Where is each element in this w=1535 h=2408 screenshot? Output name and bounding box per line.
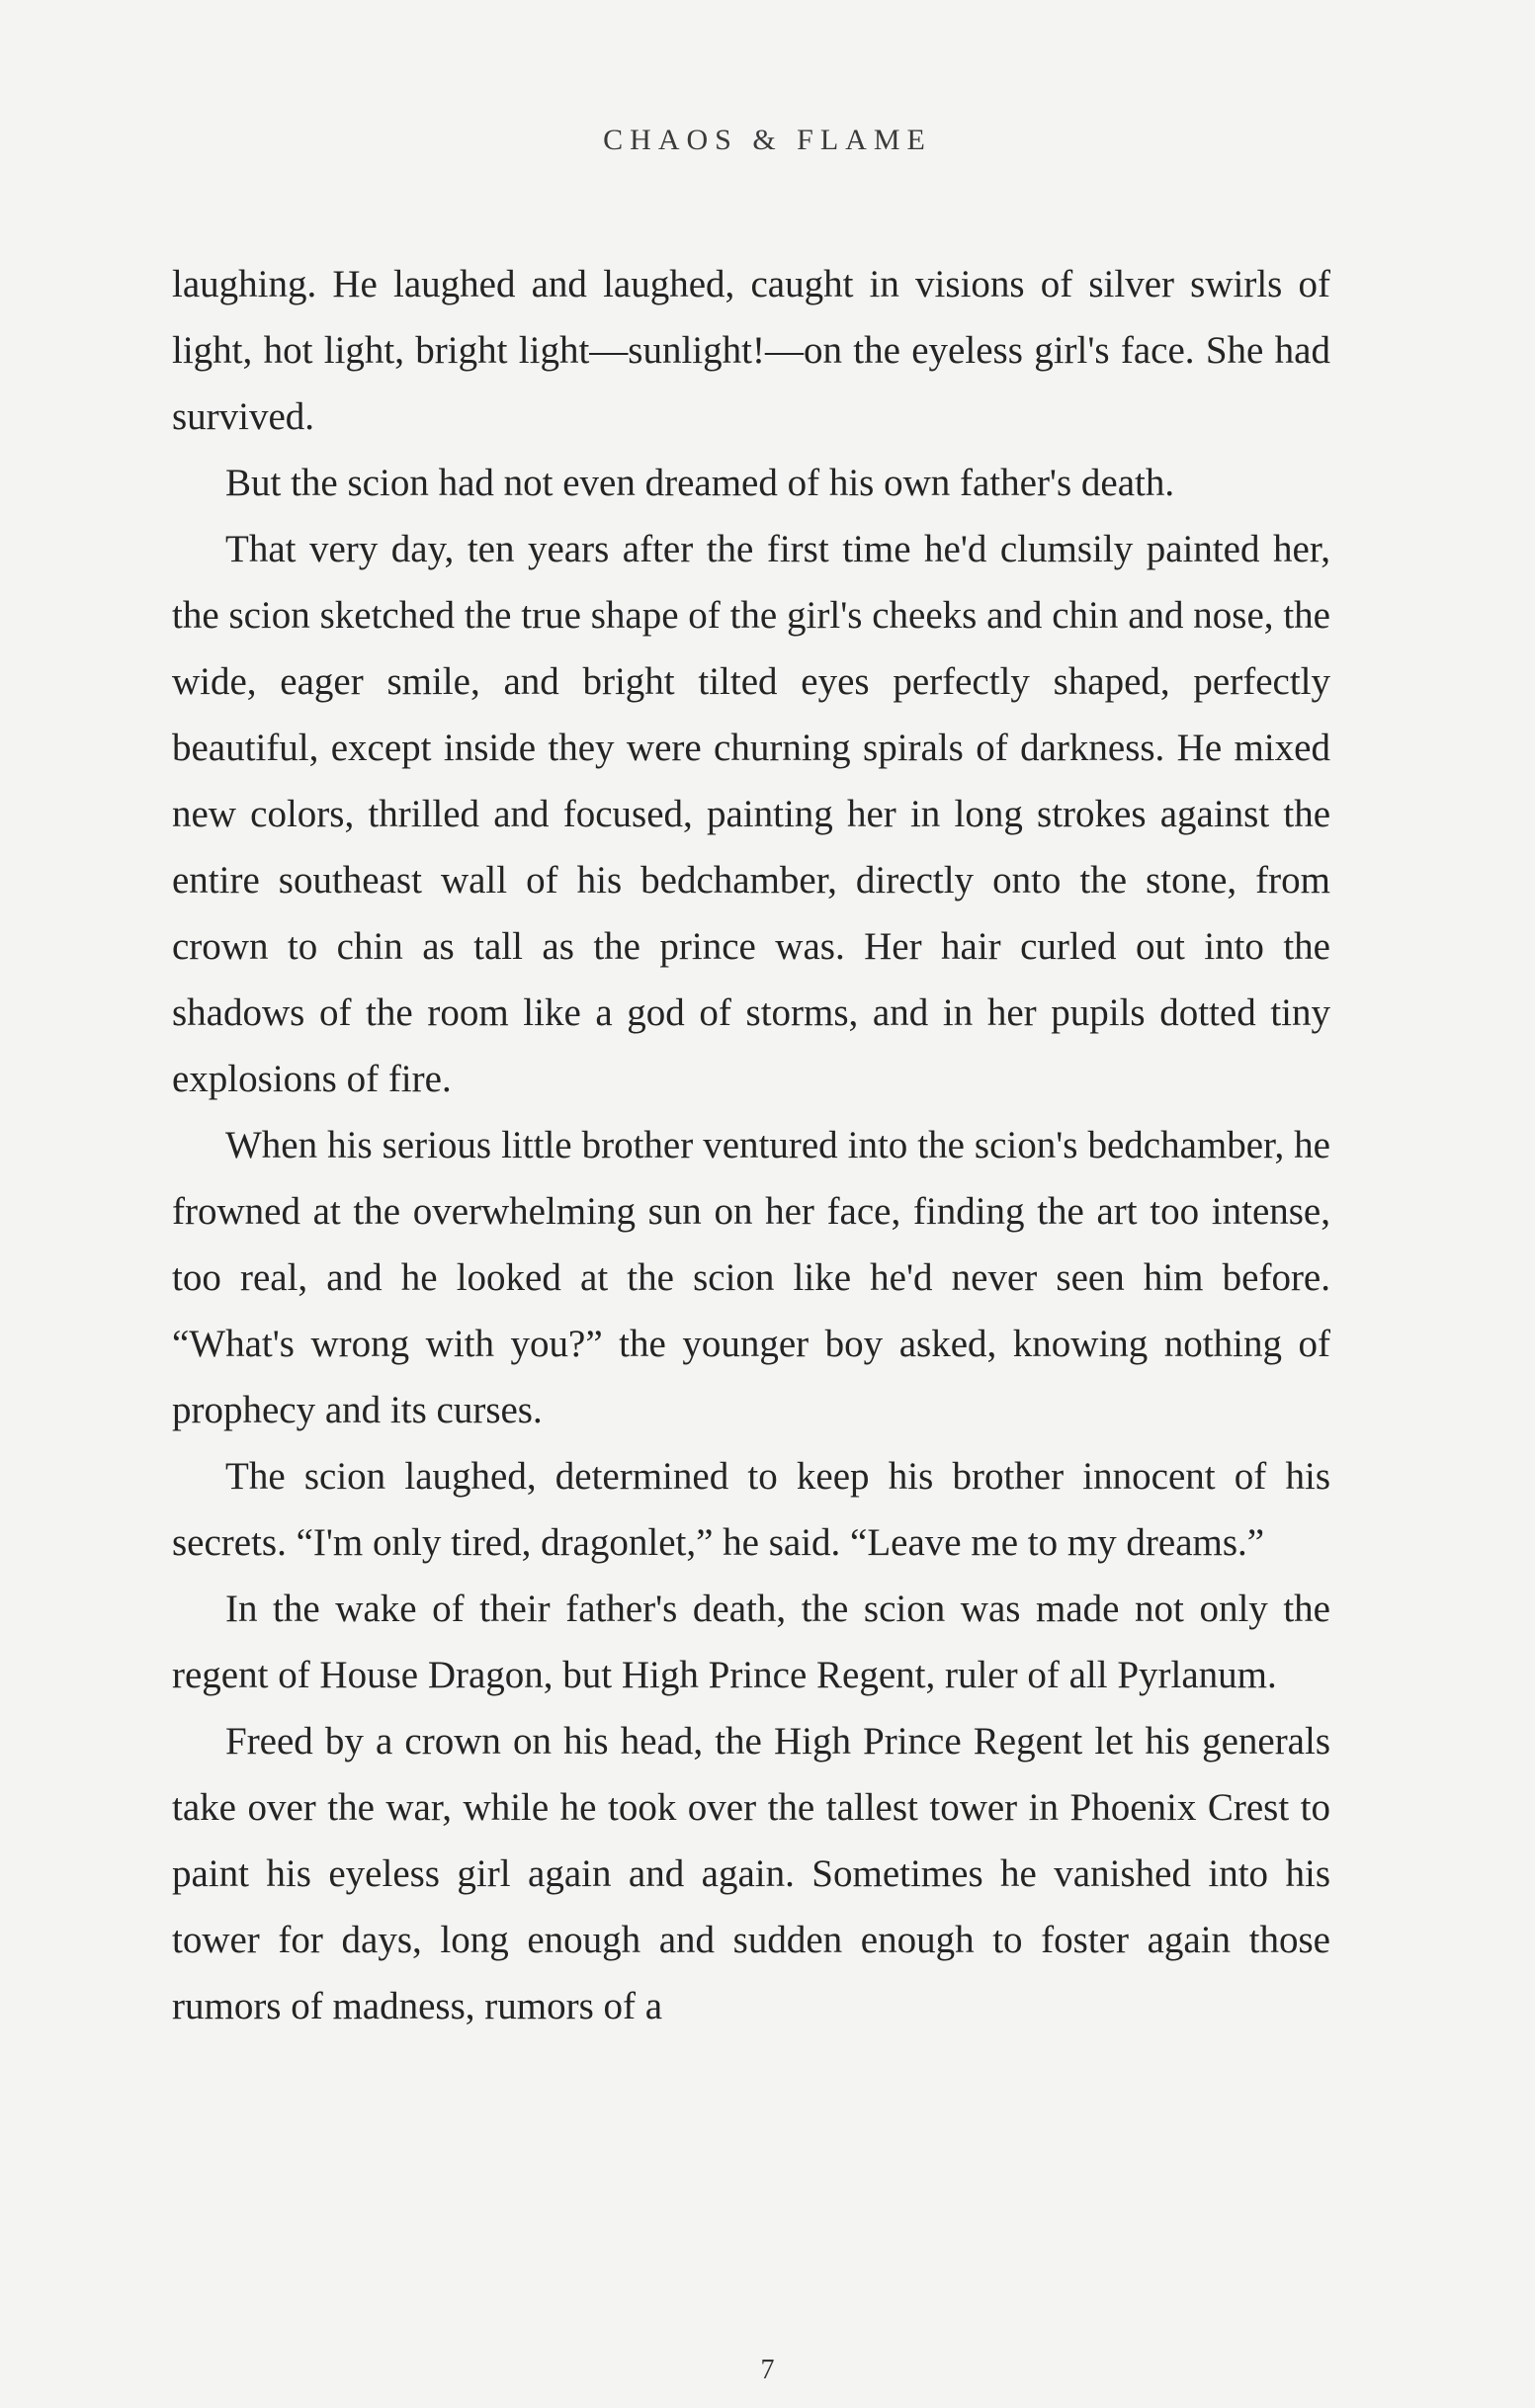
paragraph-6: In the wake of their father's death, the scion was made not only the regent of House Dragon, but High Prince Regent, ruler of all Pyrlanum. <box>172 1588 1330 1696</box>
paragraph-1: laughing. He laughed and laughed, caught in visions of silver swirls of light, hot light, bright light—sunlight!—on the eyeless girl's face. She had survived. <box>172 263 1330 438</box>
paragraph-5: The scion laughed, determined to keep his brother innocent of his secrets. “I'm only tired, dragonlet,” he said. “Leave me to my dreams.” <box>172 1455 1330 1564</box>
paragraph-2: But the scion had not even dreamed of his own father's death. <box>225 462 1175 504</box>
body-text <box>172 251 1330 2039</box>
page-number: 7 <box>760 2355 775 2385</box>
paragraph-7: Freed by a crown on his head, the High Prince Regent let his generals take over the war, while he took over the tallest tower in Phoenix Crest to paint his eyeless girl again and again. Sometimes he vanished into his tower for days, long enough and sudden enough to foster again those rumors of madness, rumors of a <box>172 1720 1330 2027</box>
paragraph-3: That very day, ten years after the first time he'd clumsily painted her, the scion sketched the true shape of the girl's cheeks and chin and nose, the wide, eager smile, and bright tilted eyes perfectly shaped, perfectly beautiful, except inside they were churning spirals of darkness. He mixed new colors, thrilled and focused, painting her in long strokes against the entire southeast wall of his bedchamber, directly onto the stone, from crown to chin as tall as the prince was. Her hair curled out into the shadows of the room like a god of storms, and in her pupils dotted tiny explosions of fire. <box>172 528 1330 1100</box>
running-head: CHAOS & FLAME <box>603 124 932 156</box>
paragraph-4: When his serious little brother ventured into the scion's bedchamber, he frowned at the overwhelming sun on her face, finding the art too intense, too real, and he looked at the scion like he'd never seen him before. “What's wrong with you?” the younger boy asked, knowing nothing of prophecy and its curses. <box>172 1124 1330 1431</box>
